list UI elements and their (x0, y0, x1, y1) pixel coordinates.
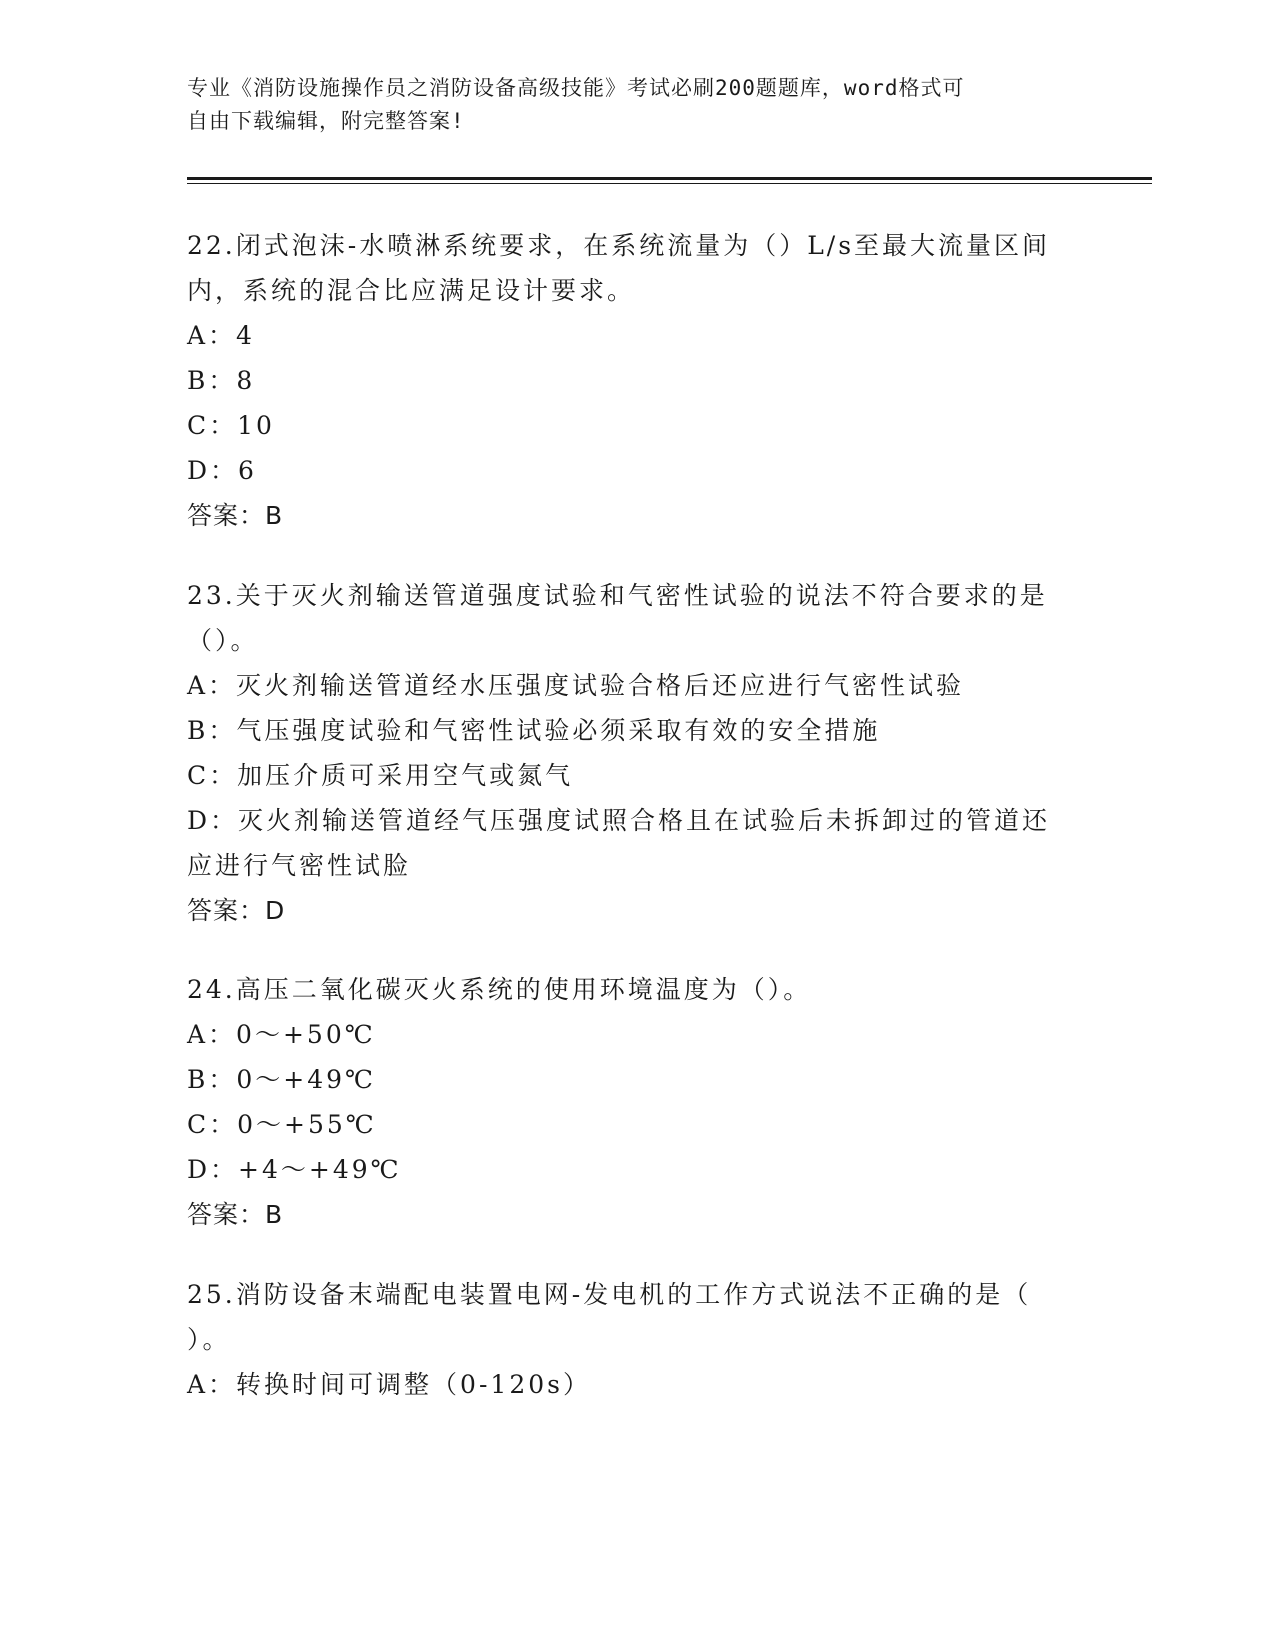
answer-line: 答案：D (187, 896, 286, 925)
option-d: D：+4～+49℃ (187, 1155, 402, 1184)
question-23 (187, 573, 1077, 933)
question-text-line: 22.闭式泡沫-水喷淋系统要求，在系统流量为（）L/s至最大流量区间 (187, 231, 1051, 260)
option-a: A：灭火剂输送管道经水压强度试验合格后还应进行气密性试验 (187, 671, 965, 700)
header-divider-thin (187, 183, 1152, 184)
answer-line: 答案：B (187, 501, 284, 530)
question-text-line: 23.关于灭火剂输送管道强度试验和气密性试验的说法不符合要求的是 (187, 581, 1048, 610)
option-c: C：加压介质可采用空气或氮气 (187, 761, 574, 790)
question-22 (187, 223, 1077, 538)
answer-line: 答案：B (187, 1200, 284, 1229)
option-b: B：气压强度试验和气密性试验必须采取有效的安全措施 (187, 716, 881, 745)
option-d: D：灭火剂输送管道经气压强度试照合格且在试验后未拆卸过的管道还 (187, 806, 1051, 835)
document-header (187, 72, 1087, 138)
option-a: A：0～+50℃ (187, 1020, 376, 1049)
question-text-line: ）。 (187, 1325, 231, 1354)
header-divider-thick (187, 177, 1152, 180)
question-text-line: 内，系统的混合比应满足设计要求。 (187, 276, 636, 305)
option-b: B：0～+49℃ (187, 1065, 377, 1094)
option-b: B：8 (187, 366, 256, 395)
question-text-line: 24.高压二氧化碳灭火系统的使用环境温度为（）。 (187, 975, 812, 1004)
option-d: D：6 (187, 456, 257, 485)
question-text-line: （）。 (187, 626, 259, 655)
option-c: C：0～+55℃ (187, 1110, 377, 1139)
option-a: A：转换时间可调整（0-120s） (187, 1370, 591, 1399)
header-line-1: 专业《消防设施操作员之消防设备高级技能》考试必刷200题题库，word格式可 (187, 76, 965, 100)
option-c: C：10 (187, 411, 275, 440)
option-a: A：4 (187, 321, 255, 350)
header-line-2: 自由下载编辑，附完整答案! (187, 109, 465, 133)
question-text-line: 25.消防设备末端配电装置电网-发电机的工作方式说法不正确的是（ (187, 1280, 1032, 1309)
option-d-continued: 应进行气密性试脸 (187, 851, 412, 880)
question-24 (187, 967, 1077, 1237)
question-25 (187, 1272, 1077, 1407)
